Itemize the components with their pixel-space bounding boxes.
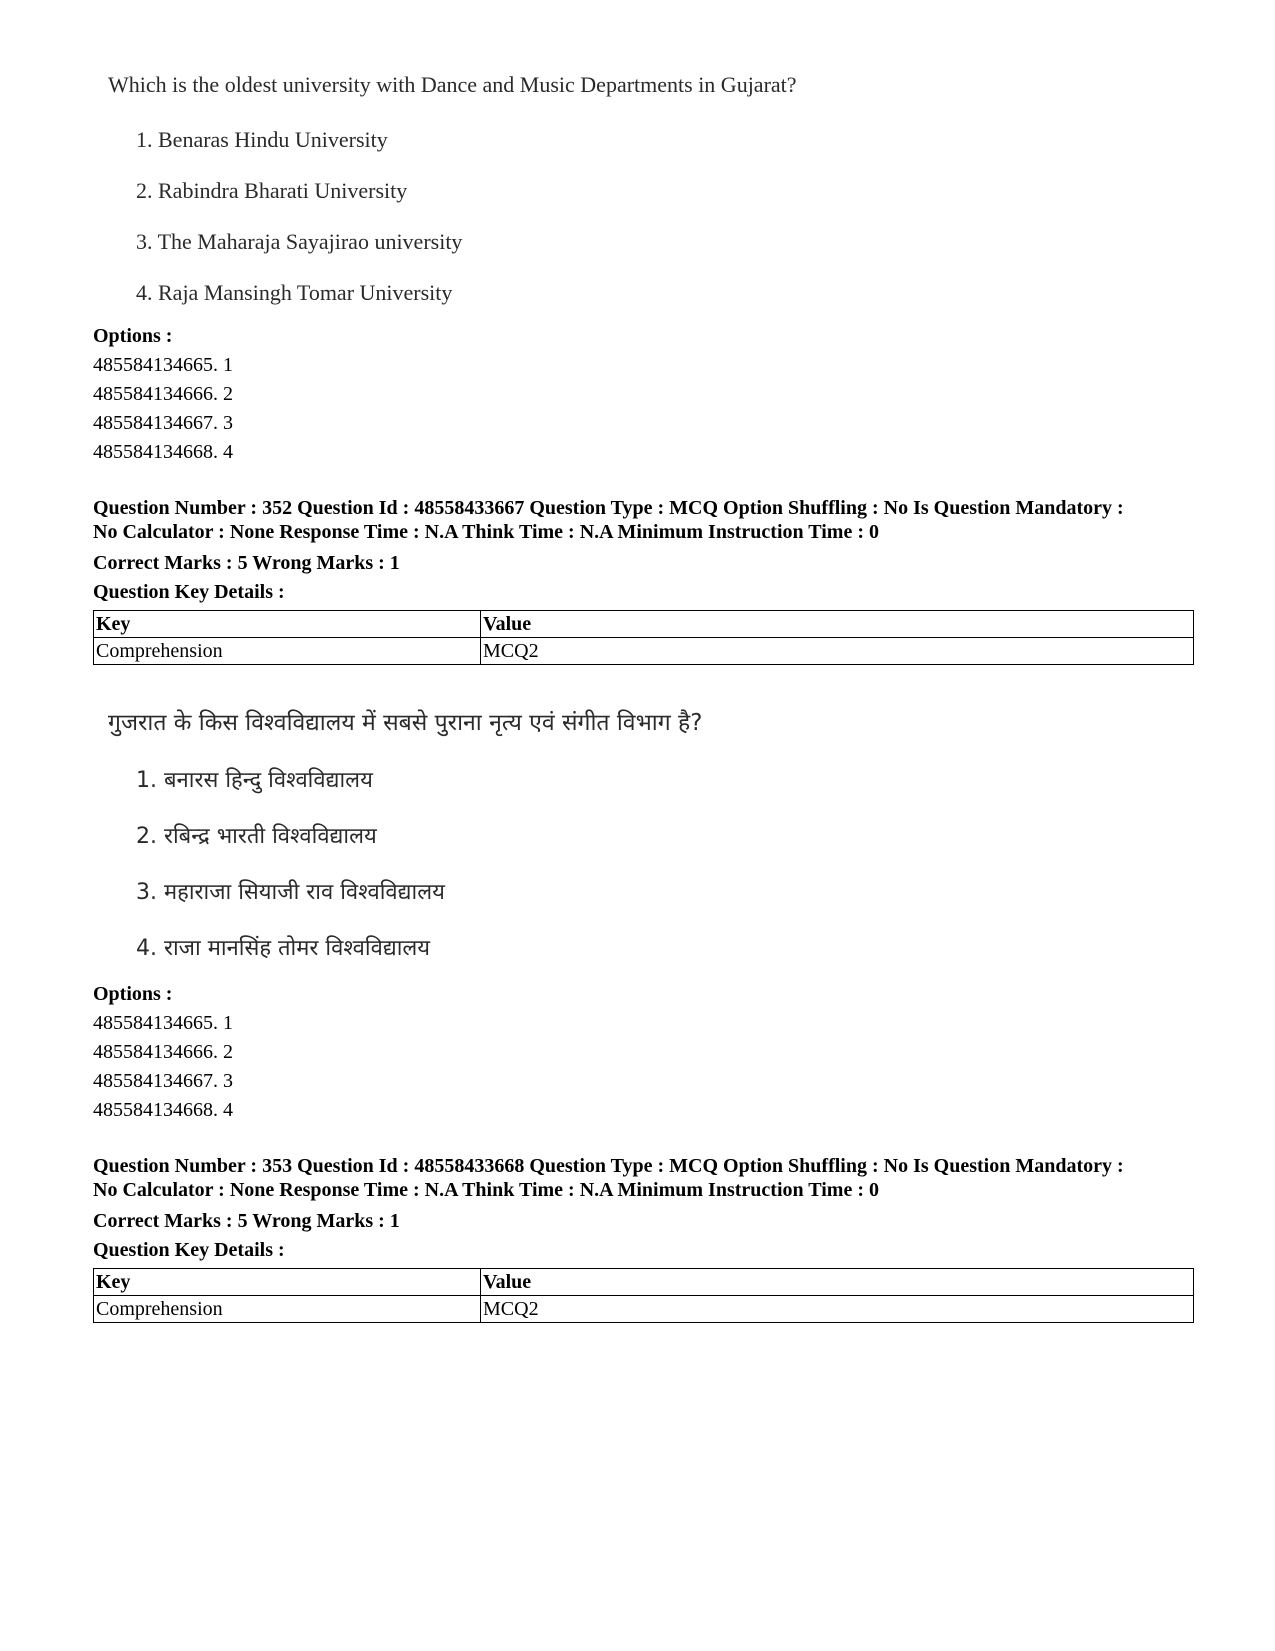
question-353-header <box>93 1154 1193 1323</box>
question-image-hindi <box>108 707 702 989</box>
key-details-table <box>93 610 1194 665</box>
option-item: 485584134665. 1 <box>93 1012 233 1034</box>
table-header-row <box>94 611 1194 638</box>
option-item: 485584134665. 1 <box>93 354 233 376</box>
option-item: 485584134666. 2 <box>93 383 233 405</box>
question-meta-line: No Calculator : None Response Time : N.A Think Time : N.A Minimum Instruction Time : 0 <box>93 1179 879 1201</box>
options-label: Options : <box>93 325 173 347</box>
options-block <box>93 322 1193 467</box>
question-stem: Which is the oldest university with Dance and Music Departments in Gujarat? <box>108 72 797 97</box>
table-cell-key: Comprehension <box>94 1296 481 1323</box>
table-row <box>94 1296 1194 1323</box>
question-meta-line: Question Number : 352 Question Id : 48558433667 Question Type : MCQ Option Shuffling : No Is Question Mandatory : <box>93 497 1124 519</box>
options-label: Options : <box>93 983 173 1005</box>
options-block <box>93 980 1193 1125</box>
question-meta-line: Question Number : 353 Question Id : 48558433668 Question Type : MCQ Option Shuffling : No Is Question Mandatory : <box>93 1155 1124 1177</box>
question-choice: 2. Rabindra Bharati University <box>136 178 408 203</box>
table-header-row <box>94 1269 1194 1296</box>
question-352-header <box>93 496 1193 665</box>
key-details-table <box>93 1268 1194 1323</box>
question-choice-hindi: 1. बनारस हिन्दु विश्वविद्यालय <box>136 768 373 793</box>
table-cell-key: Comprehension <box>94 638 481 665</box>
option-item: 485584134667. 3 <box>93 412 233 434</box>
question-choice: 4. Raja Mansingh Tomar University <box>136 280 453 305</box>
option-item: 485584134668. 4 <box>93 1099 233 1121</box>
table-header-key: Key <box>94 1269 481 1296</box>
question-choice: 3. The Maharaja Sayajirao university <box>136 229 463 254</box>
table-header-key: Key <box>94 611 481 638</box>
table-header-value: Value <box>481 1269 1194 1296</box>
question-choice-hindi: 2. रबिन्द्र भारती विश्वविद्यालय <box>136 824 377 849</box>
table-header-value: Value <box>481 611 1194 638</box>
marks-line: Correct Marks : 5 Wrong Marks : 1 <box>93 1210 400 1232</box>
marks-line: Correct Marks : 5 Wrong Marks : 1 <box>93 552 400 574</box>
table-cell-value: MCQ2 <box>481 638 1194 665</box>
question-stem-hindi: गुजरात के किस विश्वविद्यालय में सबसे पुराना नृत्य एवं संगीत विभाग है? <box>108 710 703 736</box>
question-meta-line: No Calculator : None Response Time : N.A Think Time : N.A Minimum Instruction Time : 0 <box>93 521 879 543</box>
question-choice-hindi: 3. महाराजा सियाजी राव विश्वविद्यालय <box>136 880 445 905</box>
question-image-english <box>108 70 797 329</box>
option-item: 485584134668. 4 <box>93 441 233 463</box>
question-choice: 1. Benaras Hindu University <box>136 127 388 152</box>
key-details-label: Question Key Details : <box>93 581 285 603</box>
question-choice-hindi: 4. राजा मानसिंह तोमर विश्वविद्यालय <box>136 936 431 961</box>
table-row <box>94 638 1194 665</box>
option-item: 485584134667. 3 <box>93 1070 233 1092</box>
option-item: 485584134666. 2 <box>93 1041 233 1063</box>
key-details-label: Question Key Details : <box>93 1239 285 1261</box>
table-cell-value: MCQ2 <box>481 1296 1194 1323</box>
